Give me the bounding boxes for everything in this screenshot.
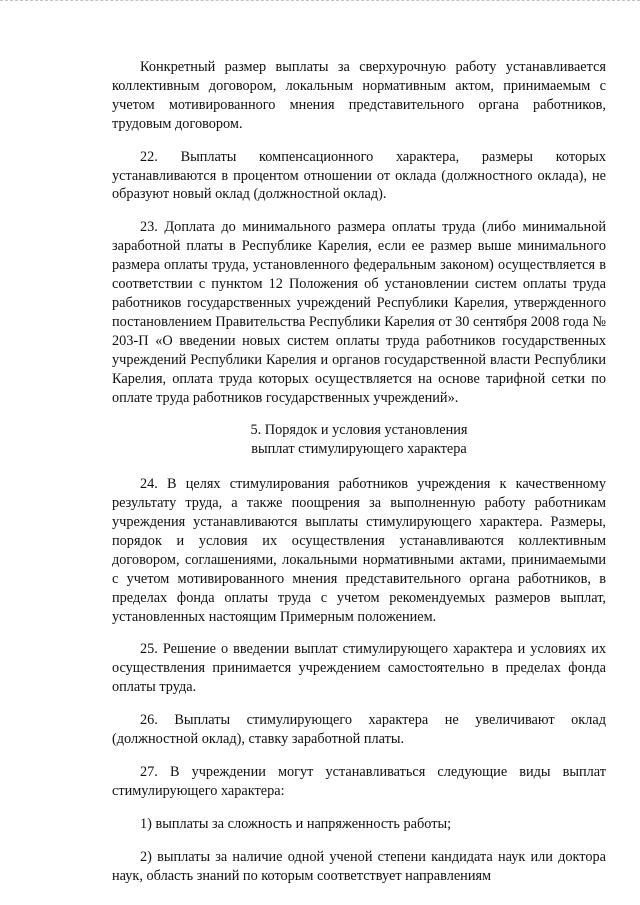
list-item-2: 2) выплаты за наличие одной ученой степени кандидата наук или доктора наук, область знаний по которым соответствует направлениям [112, 848, 606, 884]
paragraph-24: 24. В целях стимулирования работников учреждения к качественному результату труда, а также поощрения за выполненную работу работникам учреждения устанавливаются выплаты стимулирующего характера. Размеры, порядок и условия их осуществления устанавливаются коллективным договором, соглашениями, локальными нормативными актами, принимаемыми с учетом мотивированного мнения представительного органа работников, в пределах фонда оплаты труда с учетом рекомендуемых размеров выплат, установленных настоящим Примерным положением. [112, 476, 606, 625]
section-heading [112, 421, 606, 459]
scan-top-edge [0, 0, 640, 6]
paragraph-26: 26. Выплаты стимулирующего характера не увеличивают оклад (должностной оклад), ставку заработной платы. [112, 712, 606, 748]
paragraph-23: 23. Доплата до минимального размера оплаты труда (либо минимальной заработной платы в Республике Карелия, если ее размер выше минимального размера оплаты труда, установленного федеральным законом) осуществляется в соответствии с пунктом 12 Положения об установлении систем оплаты труда работников государственных учреждений Республики Карелия, утвержденного постановлением Правительства Республики Карелия от 30 сентября 2008 года № 203-П «О введении новых систем оплаты труда работников государственных учреждений Республики Карелия и органов государственной власти Республики Карелия, оплата труда которых осуществляется на основе тарифной сетки по оплате труда работников государственных учреждений». [112, 219, 606, 406]
paragraph-overtime-pay: Конкретный размер выплаты за сверхурочную работу устанавливается коллективным договором, локальным нормативным актом, принимаемым с учетом мотивированного мнения представительного органа работников, трудовым договором. [112, 59, 606, 132]
paragraph-25: 25. Решение о введении выплат стимулирующего характера и условиях их осуществления принимается учреждением самостоятельно в пределах фонда оплаты труда. [112, 641, 606, 696]
paragraph-27: 27. В учреждении могут устанавливаться следующие виды выплат стимулирующего характера: [112, 764, 606, 799]
list-item-1: 1) выплаты за сложность и напряженность работы; [140, 815, 452, 832]
section-heading-line2: выплат стимулирующего характера [251, 441, 467, 458]
paragraph-22: 22. Выплаты компенсационного характера, размеры которых устанавливаются в процентом отношении от оклада (должностного оклада), не образуют новый оклад (должностной оклад). [112, 148, 606, 203]
section-heading-line1: 5. Порядок и условия установления [250, 422, 468, 439]
document-body [112, 58, 606, 900]
